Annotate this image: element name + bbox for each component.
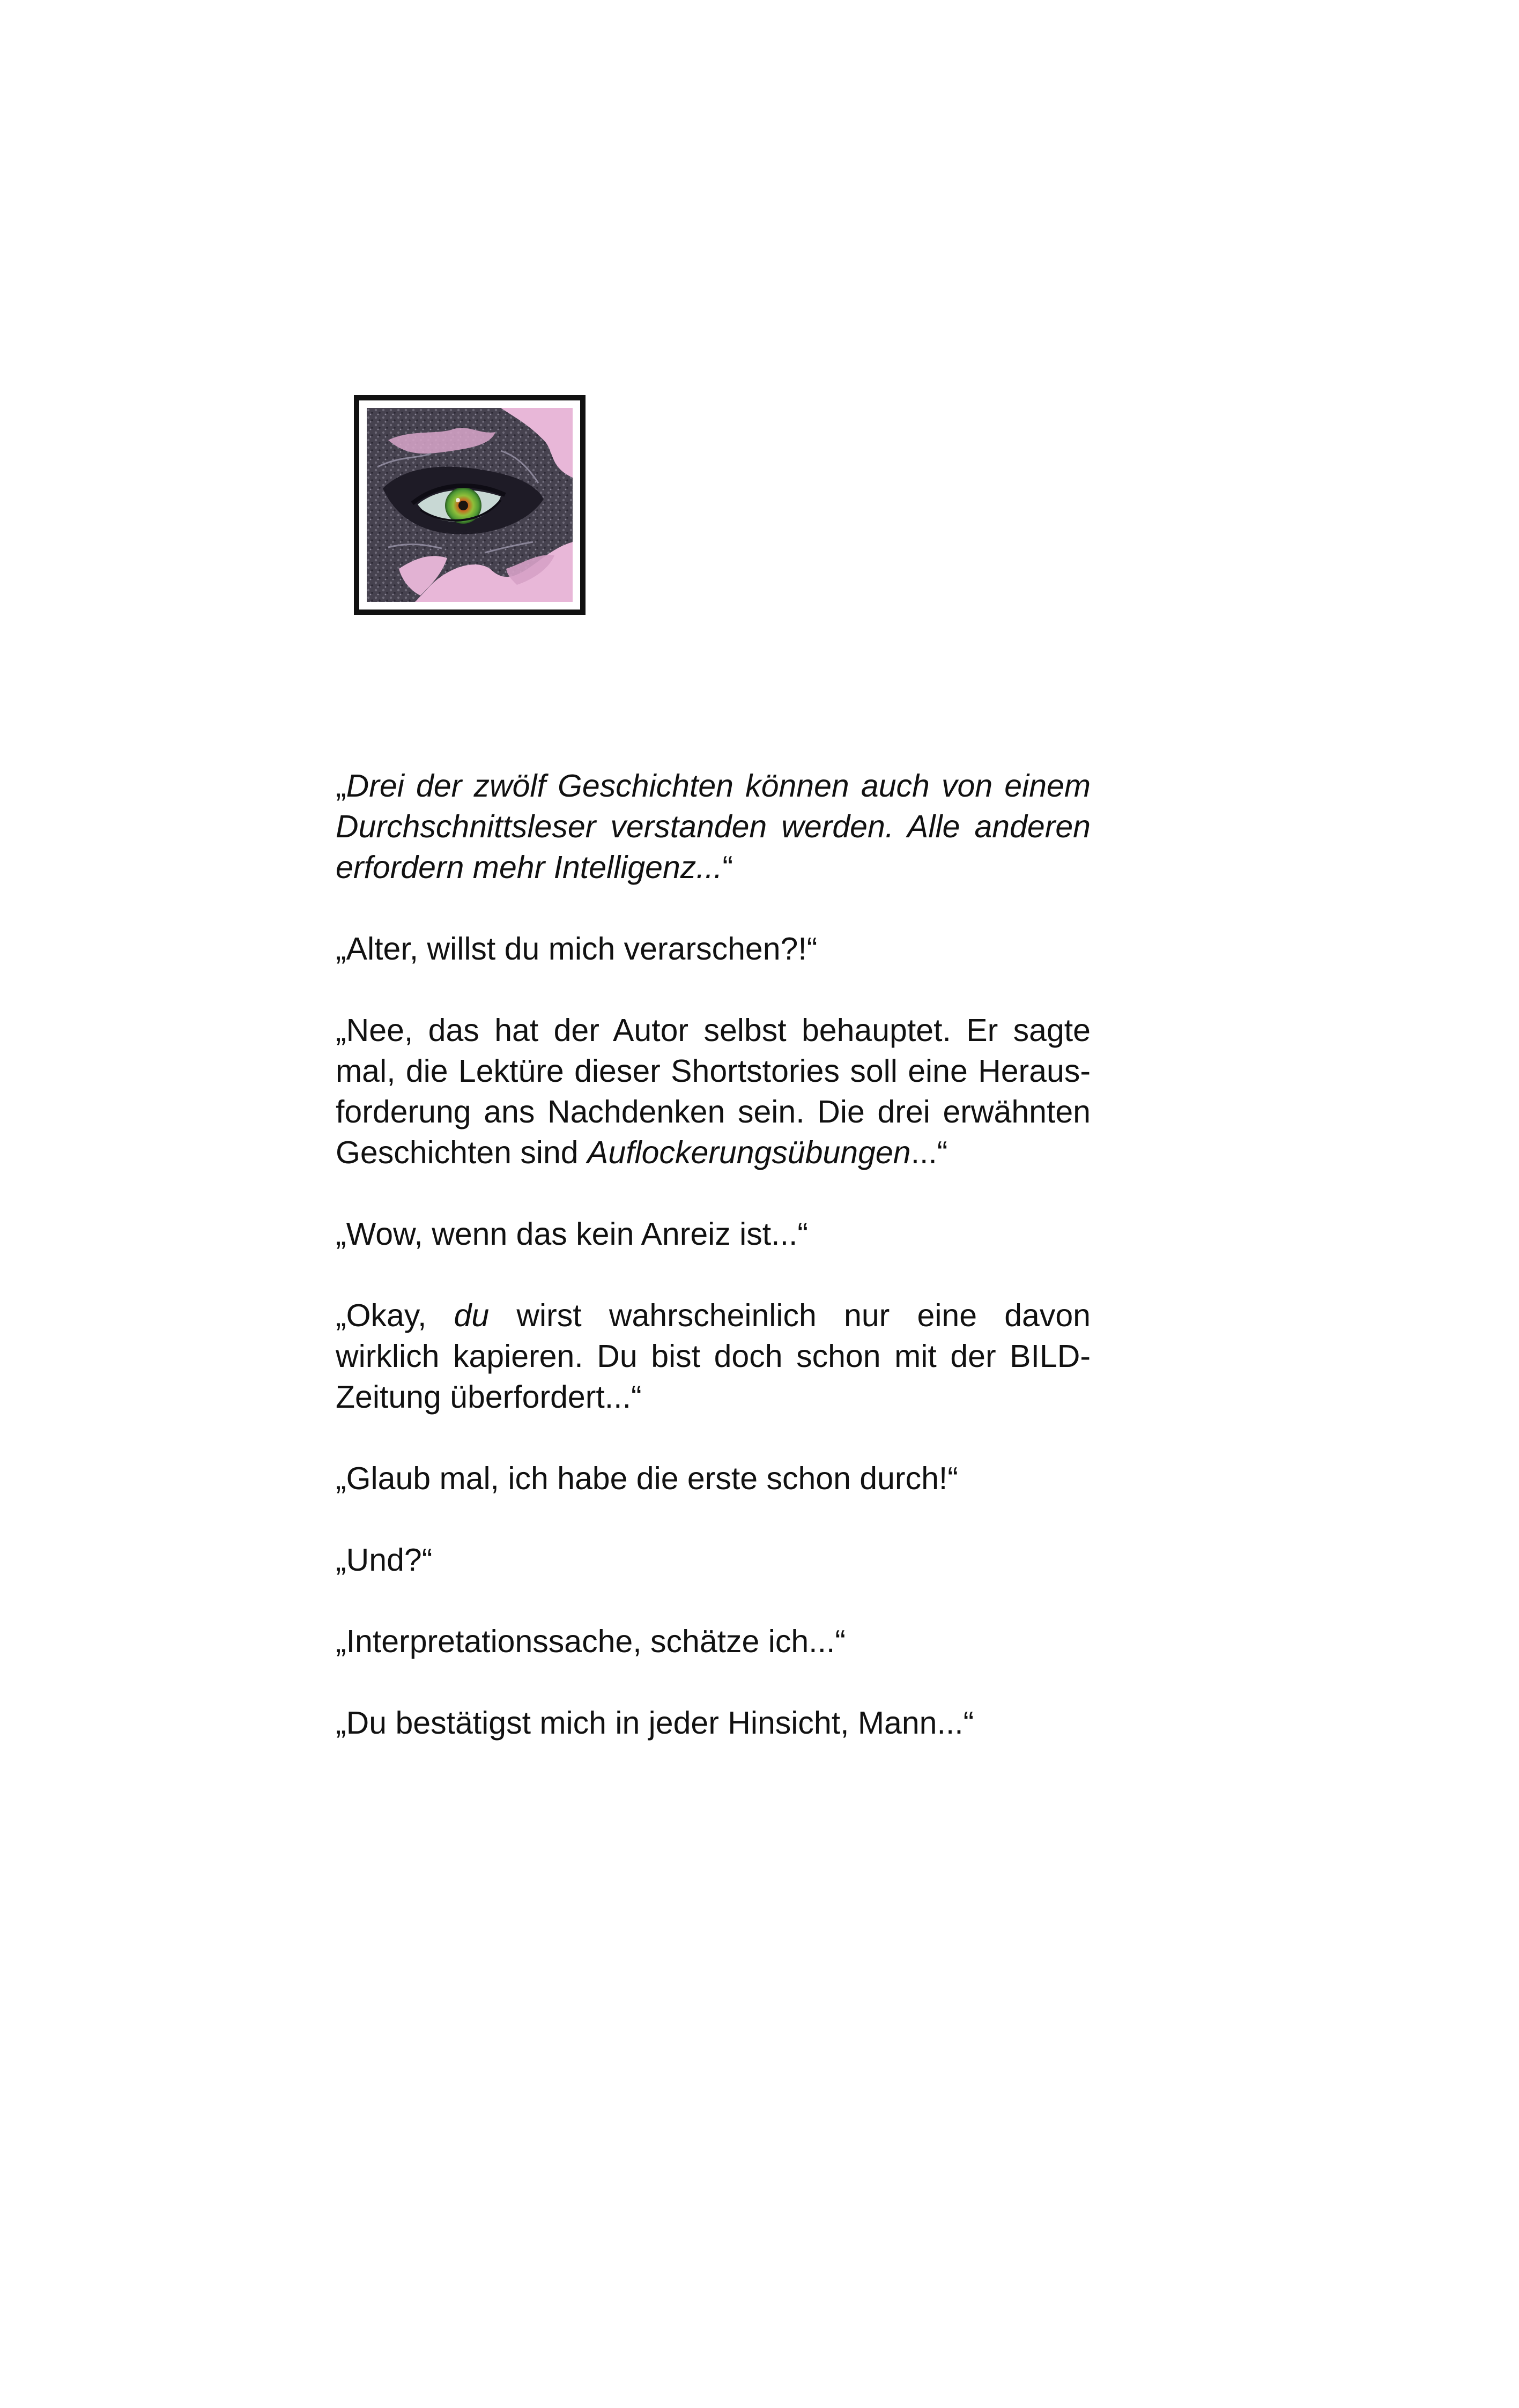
paragraph-6	[336, 1458, 1091, 1499]
paragraph-5	[336, 1295, 1091, 1417]
eye-illustration-icon	[367, 408, 573, 602]
text-run: „Okay,	[336, 1298, 454, 1333]
paragraph-1	[336, 765, 1091, 888]
text-run-italic: Drei der zwölf Geschichten können auch von einem Durchschnittsleser verstanden werden. Alle anderen erfordern mehr Intelligenz...	[336, 768, 1091, 885]
text-run: „Du bestätigst mich in jeder Hinsicht, Mann...“	[336, 1705, 974, 1741]
paragraph-3	[336, 1010, 1091, 1173]
text-run: „Nee, das hat der Autor selbst behauptet. Er sagte mal, die Lektüre dieser Shortstories soll eine Herausforderung ans Nachdenken sein. Die drei erwähnten Geschichten sind	[336, 1013, 1091, 1170]
text-run: ...“	[910, 1135, 948, 1170]
text-run: „	[336, 768, 346, 804]
dialogue-text-block	[336, 765, 1091, 1743]
paragraph-9	[336, 1703, 1091, 1743]
paragraph-8	[336, 1621, 1091, 1662]
text-run: “	[722, 850, 733, 885]
paragraph-7	[336, 1540, 1091, 1580]
text-run: „Alter, willst du mich verarschen?!“	[336, 931, 818, 967]
text-run-italic: Auflockerungsübungen	[587, 1135, 911, 1170]
paragraph-4	[336, 1214, 1091, 1254]
paragraph-2	[336, 928, 1091, 969]
text-run: „Wow, wenn das kein Anreiz ist...“	[336, 1216, 808, 1252]
text-run: wirst wahrscheinlich nur eine davon wirklich kapieren. Du bist doch schon mit der BILD-Zeitung überfordert...“	[336, 1298, 1091, 1415]
eye-illustration-frame	[354, 395, 586, 615]
text-run-italic: du	[454, 1298, 490, 1333]
text-run: „Und?“	[336, 1542, 433, 1578]
text-run: „Glaub mal, ich habe die erste schon durch!“	[336, 1461, 958, 1496]
text-run: „Interpretationssache, schätze ich...“	[336, 1624, 846, 1659]
